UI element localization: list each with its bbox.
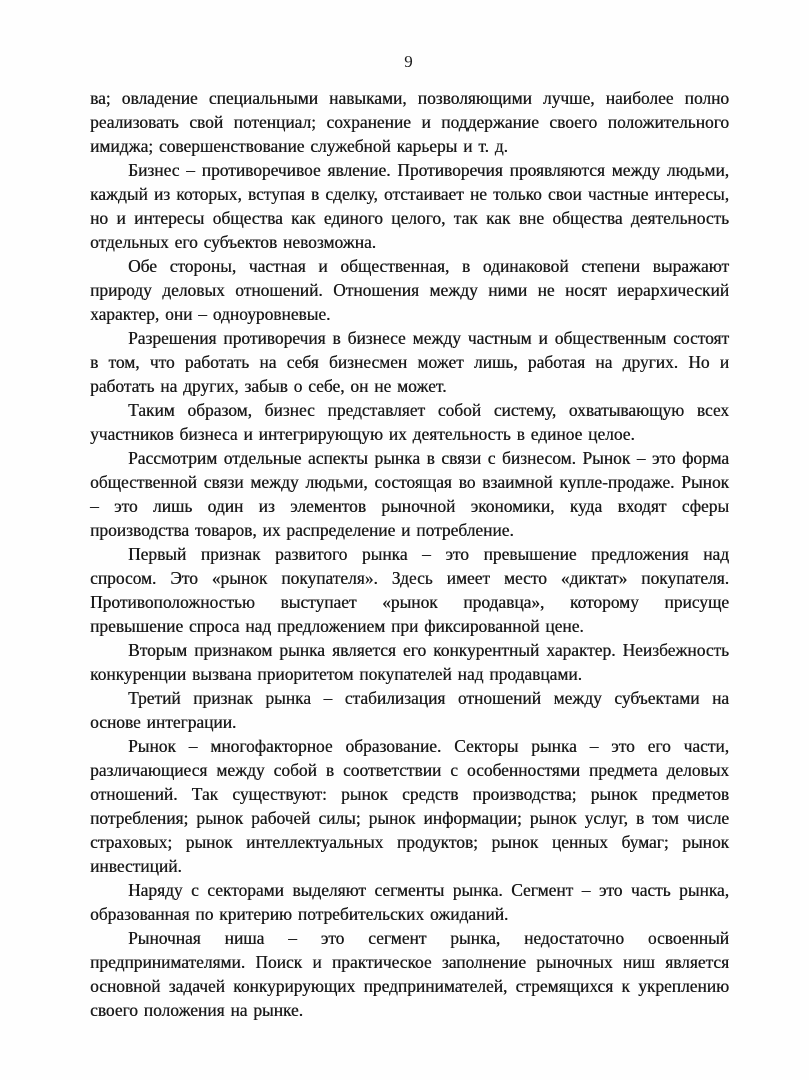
paragraph: Наряду с секторами выделяют сегменты рынка. Сегмент – это часть рынка, образованная по критерию потребительских ожиданий. [90, 880, 729, 924]
page-content [90, 86, 729, 1022]
paragraph: Первый признак развитого рынка – это превышение предложения над спросом. Это «рынок покупателя». Здесь имеет место «диктат» покупателя. Противоположностью выступает «рынок продавца», которому присуще превышение спроса над предложением при фиксированной цене. [90, 544, 729, 636]
paragraph: Рынок – многофакторное образование. Секторы рынка – это его части, различающиеся между собой в соответствии с особенностями предмета деловых отношений. Так существуют: рынок средств производства; рынок предметов потребления; рынок рабочей силы; рынок информации; рынок услуг, в том числе страховых; рынок интеллектуальных продуктов; рынок ценных бумаг; рынок инвестиций. [90, 736, 729, 876]
paragraph: Рыночная ниша – это сегмент рынка, недостаточно освоенный предпринимателями. Поиск и практическое заполнение рыночных ниш является основной задачей конкурирующих предпринимателей, стремящихся к укреплению своего положения на рынке. [90, 928, 729, 1020]
paragraph: Третий признак рынка – стабилизация отношений между субъектами на основе интеграции. [90, 688, 729, 732]
paragraph: Бизнес – противоречивое явление. Противоречия проявляются между людьми, каждый из которых, вступая в сделку, отстаивает не только свои частные интересы, но и интересы общества как единого целого, так как вне общества деятельность отдельных его субъектов невозможна. [90, 160, 729, 252]
paragraph: ва; овладение специальными навыками, позволяющими лучше, наиболее полно реализовать свой потенциал; сохранение и поддержание своего положительного имиджа; совершенствование служебной карьеры и т. д. [90, 88, 729, 156]
paragraph: Вторым признаком рынка является его конкурентный характер. Неизбежность конкуренции вызвана приоритетом покупателей над продавцами. [90, 640, 729, 684]
paragraph: Обе стороны, частная и общественная, в одинаковой степени выражают природу деловых отношений. Отношения между ними не носят иерархический характер, они – одноуровневые. [90, 256, 729, 324]
paragraph: Рассмотрим отдельные аспекты рынка в связи с бизнесом. Рынок – это форма общественной связи между людьми, состоящая во взаимной купле-продаже. Рынок – это лишь один из элементов рыночной экономики, куда входят сферы производства товаров, их распределение и потребление. [90, 448, 729, 540]
paragraph: Таким образом, бизнес представляет собой систему, охватывающую всех участников бизнеса и интегрирующую их деятельность в единое целое. [90, 400, 729, 444]
page-number: 9 [404, 52, 413, 71]
paragraph: Разрешения противоречия в бизнесе между частным и общественным состоят в том, что работать на себя бизнесмен может лишь, работая на других. Но и работать на других, забыв о себе, он не может. [90, 328, 729, 396]
